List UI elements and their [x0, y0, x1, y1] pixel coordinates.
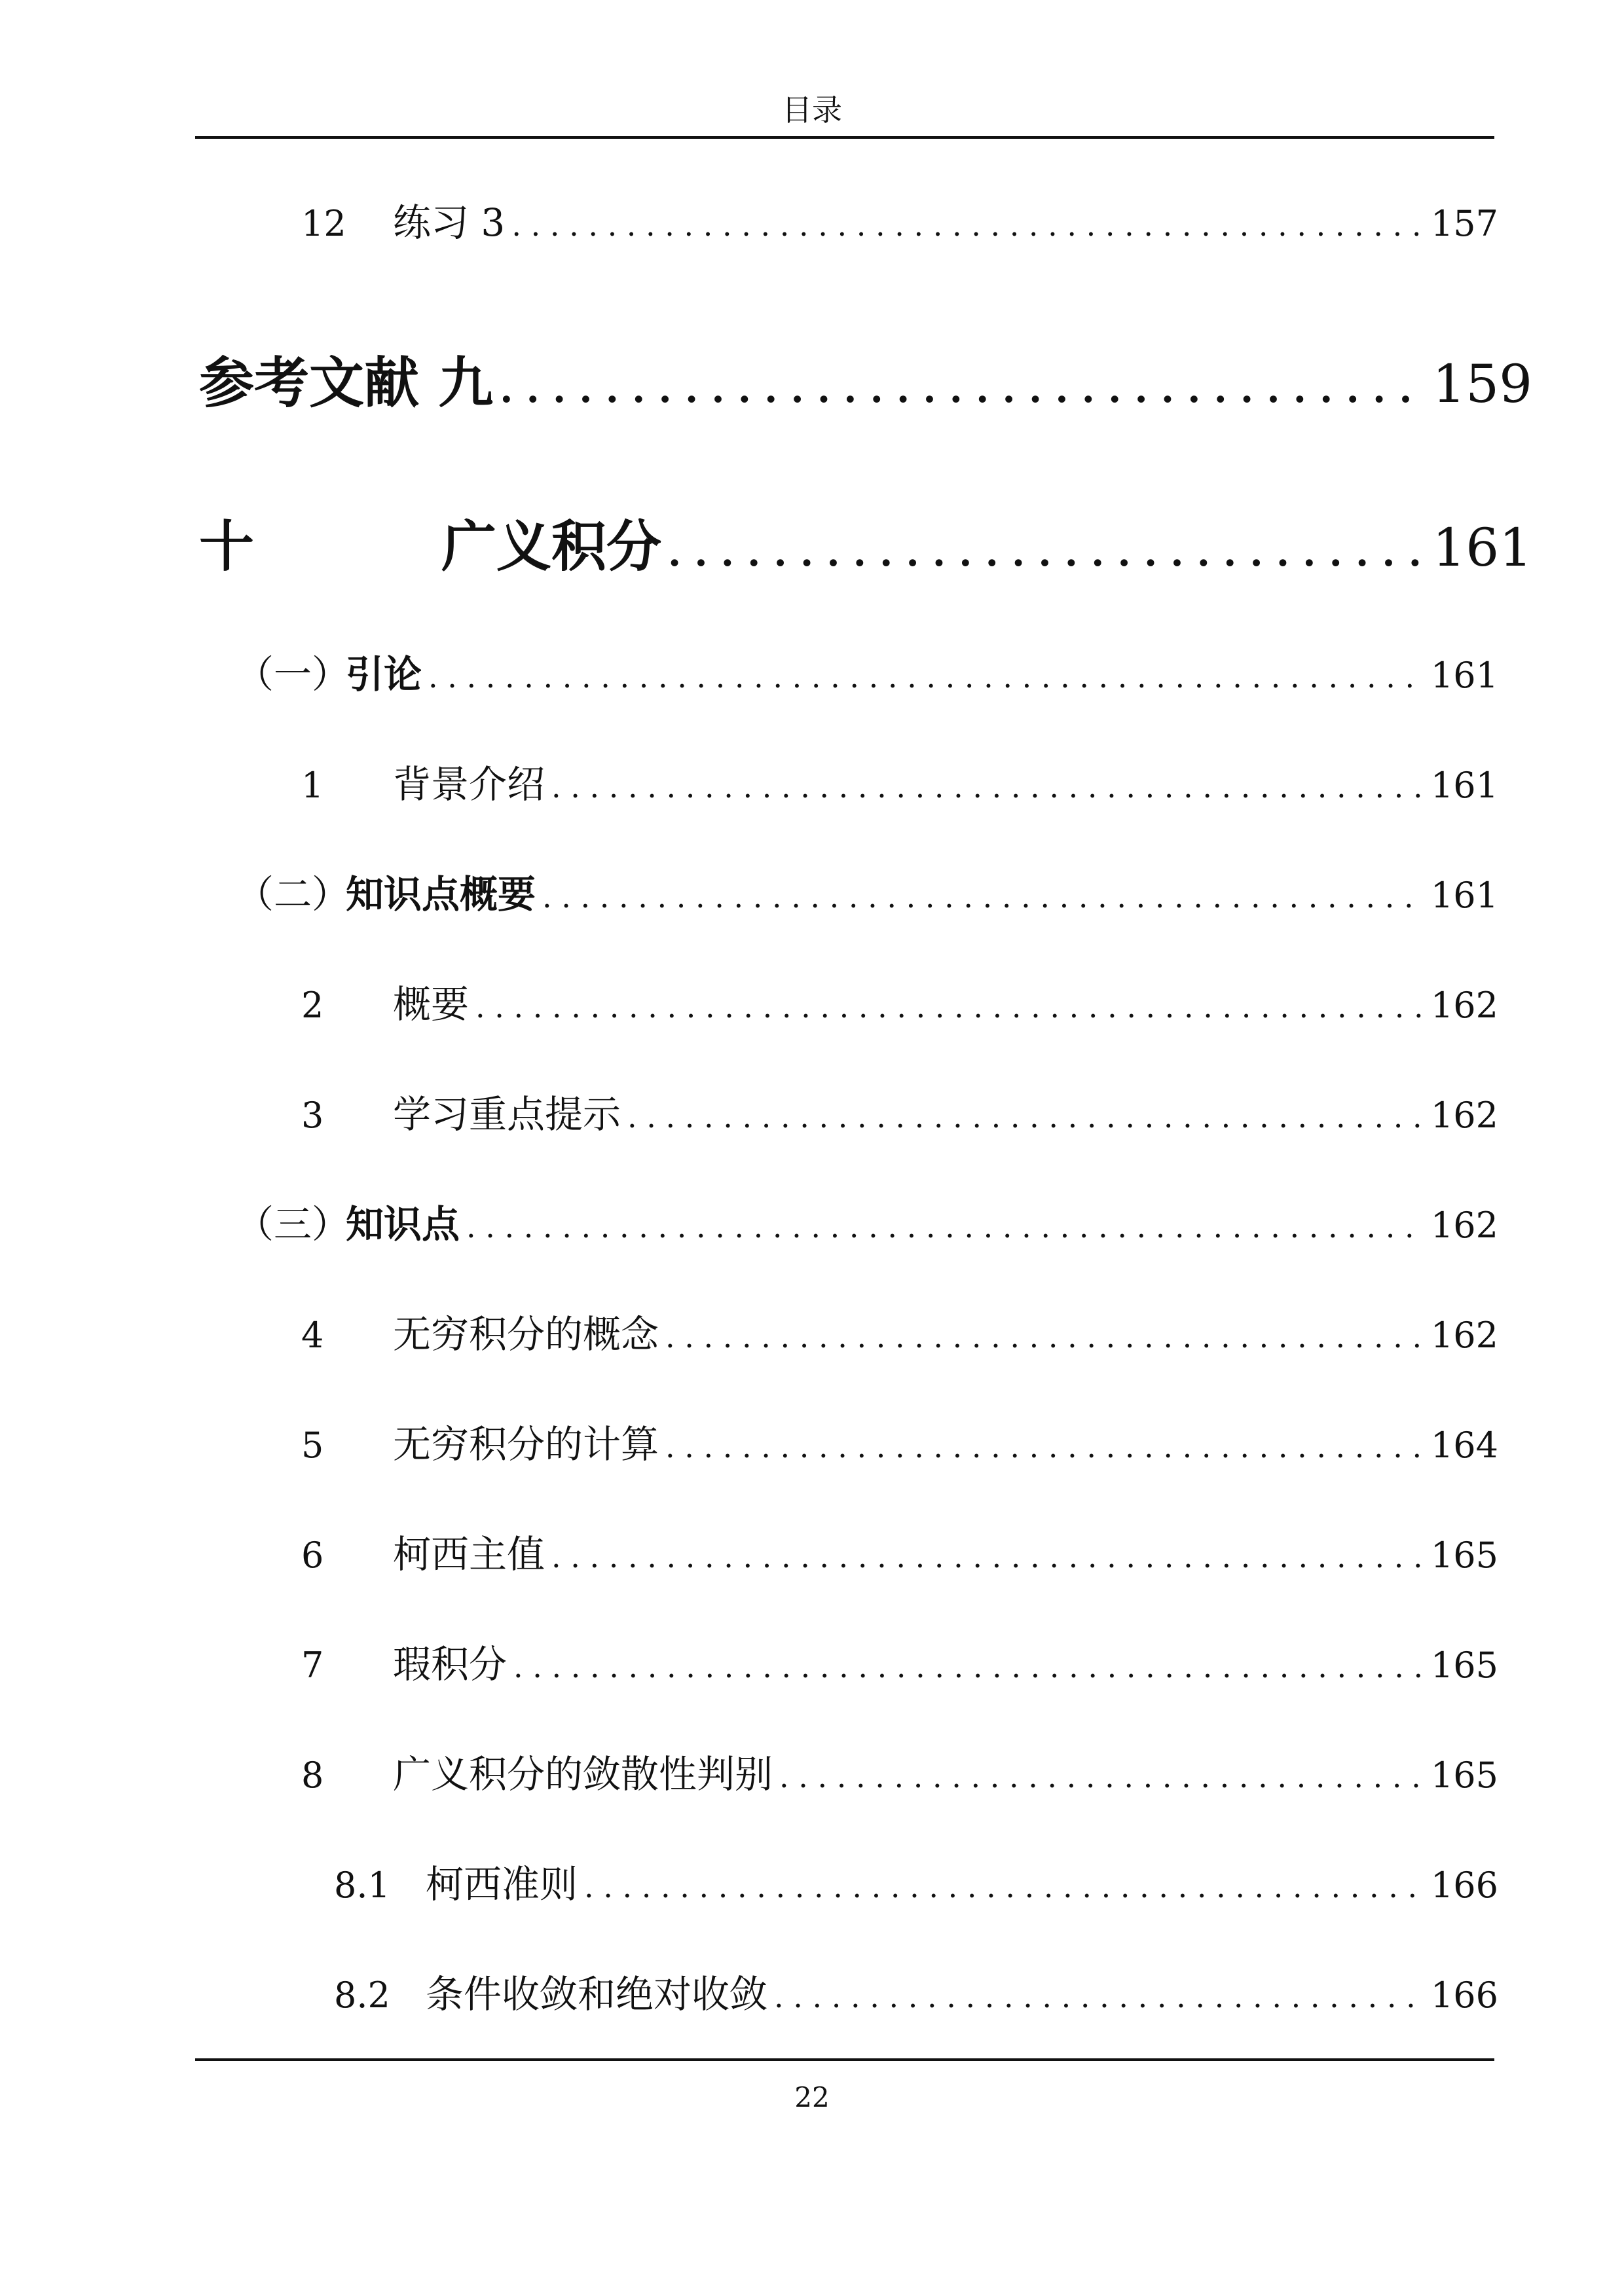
dot-leader [551, 761, 1424, 813]
dot-leader [511, 199, 1424, 251]
entry-number: 6 [301, 1535, 324, 1576]
toc-entry-1[interactable] [301, 758, 1498, 813]
entry-page: 162 [1430, 985, 1498, 1026]
dot-leader [665, 1421, 1424, 1473]
dot-leader [428, 651, 1424, 703]
entry-number: 1 [301, 765, 324, 806]
toc-entry-5[interactable] [301, 1418, 1498, 1473]
dot-leader [542, 871, 1424, 923]
entry-title: 广义积分 [441, 514, 662, 579]
toc-entry-references[interactable] [199, 347, 1532, 425]
entry-number: （二） [236, 872, 350, 917]
entry-title: 广义积分的敛散性判别 [393, 1752, 773, 1796]
toc-entry-3[interactable] [301, 1088, 1498, 1143]
entry-number: 十 [199, 514, 255, 579]
entry-page: 161 [1430, 655, 1498, 696]
entry-title: 柯西主值 [393, 1532, 545, 1576]
entry-number: 8.1 [334, 1865, 390, 1906]
toc-entry-section-2[interactable] [236, 868, 1498, 923]
page-number: 22 [794, 2081, 830, 2113]
toc-entry-6[interactable] [301, 1528, 1498, 1583]
dot-leader [475, 981, 1424, 1033]
entry-title: 练习 3 [393, 200, 506, 245]
entry-number: 2 [301, 985, 324, 1026]
entry-number: 5 [301, 1425, 324, 1466]
toc-entry-4[interactable] [301, 1308, 1498, 1363]
entry-page: 162 [1430, 1095, 1498, 1136]
entry-title: 条件收敛和绝对收敛 [426, 1972, 768, 2016]
dot-leader [774, 1971, 1424, 2023]
toc-entry-2[interactable] [301, 978, 1498, 1033]
entry-number: （一） [236, 652, 350, 697]
dot-leader [466, 1201, 1424, 1253]
entry-page: 161 [1430, 875, 1498, 916]
entry-page: 165 [1430, 1755, 1498, 1796]
toc-entry-chapter-10[interactable] [199, 511, 1532, 589]
entry-page: 161 [1432, 517, 1532, 578]
entry-page: 166 [1430, 1975, 1498, 2016]
entry-page: 159 [1432, 354, 1532, 414]
entry-page: 162 [1430, 1205, 1498, 1246]
entry-page: 162 [1430, 1315, 1498, 1356]
entry-title: 无穷积分的计算 [393, 1422, 659, 1467]
toc-entry-8[interactable] [301, 1748, 1498, 1803]
dot-leader [779, 1751, 1424, 1803]
toc-entry-8-1[interactable] [334, 1858, 1498, 1913]
entry-title: 知识点概要 [346, 872, 536, 917]
entry-title: 概要 [393, 982, 470, 1027]
entry-number: 8 [301, 1755, 324, 1796]
running-header: 目录 [782, 92, 842, 128]
entry-page: 165 [1430, 1645, 1498, 1686]
entry-number: 4 [301, 1315, 324, 1356]
footer-rule [195, 2058, 1494, 2061]
entry-title: 知识点 [346, 1202, 460, 1247]
entry-title: 柯西准则 [426, 1862, 578, 1906]
entry-title: 参考文献 九 [199, 350, 494, 415]
entry-title: 学习重点提示 [393, 1092, 621, 1137]
header-rule [195, 136, 1494, 139]
entry-page: 164 [1430, 1425, 1498, 1466]
entry-page: 157 [1430, 203, 1498, 244]
toc-entry-7[interactable] [301, 1638, 1498, 1693]
entry-title: 无穷积分的概念 [393, 1312, 659, 1357]
toc-entry-8-2[interactable] [334, 1968, 1498, 2023]
entry-title: 瑕积分 [393, 1642, 507, 1686]
dot-leader [665, 1311, 1424, 1363]
dot-leader [584, 1861, 1424, 1913]
dot-leader [513, 1641, 1424, 1693]
entry-number: 12 [301, 203, 346, 244]
dot-leader [668, 517, 1426, 589]
entry-title: 背景介绍 [393, 762, 545, 807]
entry-number: （三） [236, 1202, 350, 1247]
entry-page: 161 [1430, 765, 1498, 806]
entry-page: 165 [1430, 1535, 1498, 1576]
entry-number: 7 [301, 1645, 324, 1686]
dot-leader [551, 1531, 1424, 1583]
toc-entry-12[interactable] [301, 196, 1498, 251]
entry-number: 3 [301, 1095, 324, 1136]
entry-number: 8.2 [334, 1975, 390, 2016]
toc-entry-section-1[interactable] [236, 648, 1498, 703]
dot-leader [627, 1091, 1424, 1143]
dot-leader [500, 353, 1426, 425]
entry-page: 166 [1430, 1865, 1498, 1906]
toc-entry-section-3[interactable] [236, 1198, 1498, 1253]
entry-title: 引论 [346, 652, 422, 697]
